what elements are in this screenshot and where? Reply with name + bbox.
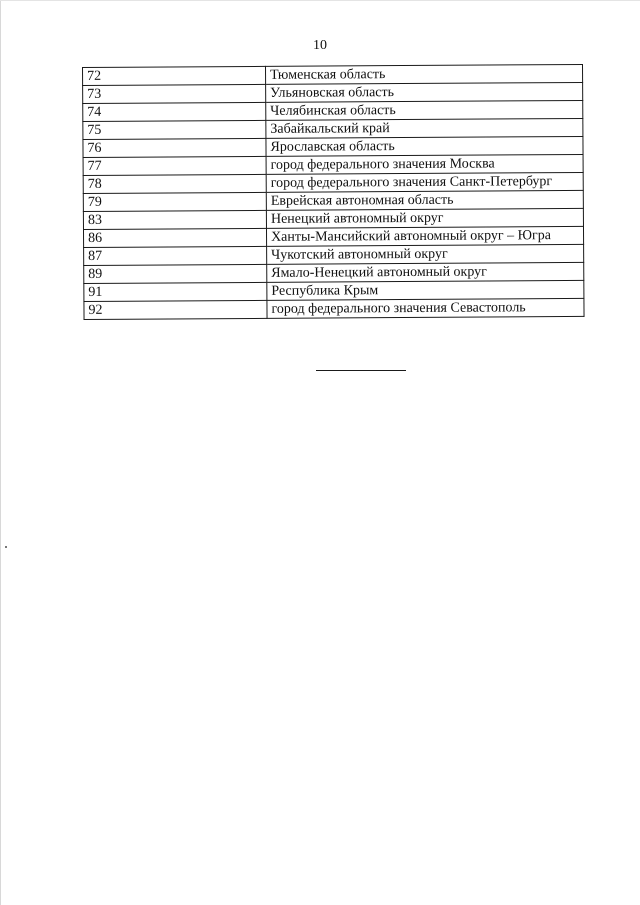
region-name-cell: Чукотский автономный округ bbox=[267, 244, 584, 264]
region-code-cell: 77 bbox=[83, 156, 266, 175]
region-name-cell: город федерального значения Москва bbox=[266, 154, 583, 174]
scan-speck bbox=[5, 546, 7, 548]
region-name-cell: Ханты-Мансийский автономный округ – Югра bbox=[266, 226, 583, 246]
region-code-cell: 76 bbox=[83, 138, 266, 157]
table-row bbox=[83, 172, 583, 193]
page-number: 10 bbox=[313, 38, 327, 53]
region-name-cell: Ульяновская область bbox=[266, 82, 583, 102]
region-code-cell: 92 bbox=[84, 300, 267, 319]
region-code-cell: 79 bbox=[83, 192, 266, 211]
regions-table-body bbox=[83, 64, 585, 319]
region-code-cell: 87 bbox=[84, 246, 267, 265]
region-name-cell: Челябинская область bbox=[266, 100, 583, 120]
region-code-cell: 89 bbox=[84, 264, 267, 283]
region-name-cell: Еврейская автономная область bbox=[266, 190, 583, 210]
table-row bbox=[83, 226, 583, 247]
region-name-cell: Ярославская область bbox=[266, 136, 583, 156]
region-name-cell: Ненецкий автономный округ bbox=[266, 208, 583, 228]
region-code-cell: 86 bbox=[83, 228, 266, 247]
region-code-cell: 91 bbox=[84, 282, 267, 301]
region-name-cell: Ямало-Ненецкий автономный округ bbox=[267, 262, 584, 282]
region-name-cell: город федерального значения Севастополь bbox=[267, 298, 584, 318]
region-name-cell: Забайкальский край bbox=[266, 118, 583, 138]
region-code-cell: 75 bbox=[83, 120, 266, 139]
regions-table bbox=[82, 64, 585, 320]
region-name-cell: Тюменская область bbox=[265, 64, 582, 84]
region-name-cell: город федерального значения Санкт-Петербург bbox=[266, 172, 583, 192]
page-edge bbox=[0, 0, 1, 905]
region-code-cell: 74 bbox=[83, 102, 266, 121]
table-row bbox=[84, 298, 584, 319]
region-name-cell: Республика Крым bbox=[267, 280, 584, 300]
region-code-cell: 78 bbox=[83, 174, 266, 193]
region-code-cell: 72 bbox=[83, 66, 266, 85]
region-code-cell: 83 bbox=[83, 210, 266, 229]
page-edge-top bbox=[0, 0, 640, 1]
region-code-cell: 73 bbox=[83, 84, 266, 103]
end-of-document-rule bbox=[316, 370, 406, 371]
